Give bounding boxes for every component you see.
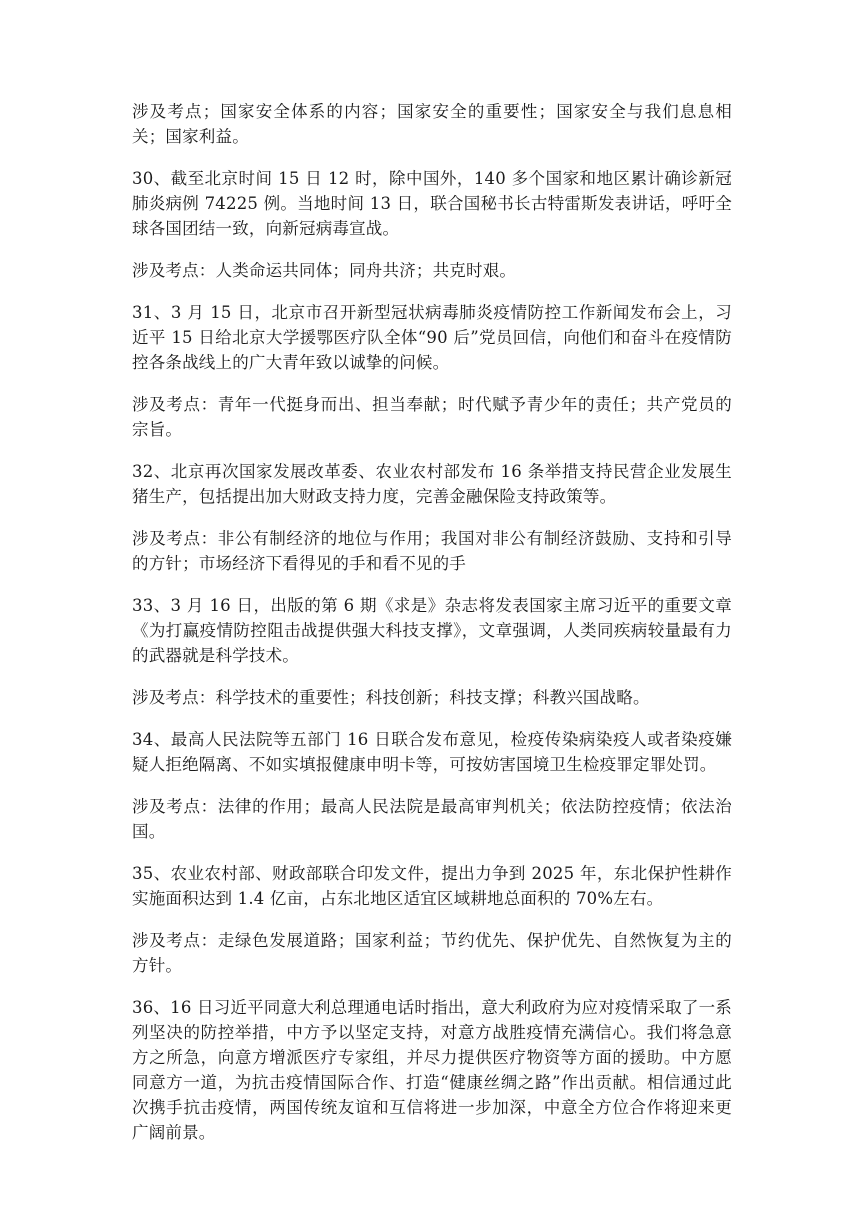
paragraph-topics-33: 涉及考点：科学技术的重要性；科技创新；科技支撑；科教兴国战略。 [132, 688, 650, 707]
paragraph-item-32: 32、北京再次国家发展改革委、农业农村部发布 16 条举措支持民营企业发展生猪生产，包括提出加大财政支持力度，完善金融保险支持政策等。 [132, 462, 732, 506]
paragraph-item-30: 30、截至北京时间 15 日 12 时，除中国外，140 多个国家和地区累计确诊新冠肺炎病例 74225 例。当地时间 13 日，联合国秘书长古特雷斯发表讲话，呼吁全球各国团结一致，向新冠病毒宣战。 [132, 169, 732, 238]
paragraph-topics-34: 涉及考点：法律的作用；最高人民法院是最高审判机关；依法防控疫情；依法治国。 [132, 797, 732, 841]
paragraph-item-35: 35、农业农村部、财政部联合印发文件，提出力争到 2025 年，东北保护性耕作实施面积达到 1.4 亿亩，占东北地区适宜区域耕地总面积的 70%左右。 [132, 864, 732, 908]
paragraph-topics-national-security: 涉及考点；国家安全体系的内容；国家安全的重要性；国家安全与我们息息相关；国家利益。 [132, 102, 732, 146]
document-body [132, 99, 732, 1162]
paragraph-topics-32: 涉及考点：非公有制经济的地位与作用；我国对非公有制经济鼓励、支持和引导的方针；市场经济下看得见的手和看不见的手 [132, 529, 732, 573]
paragraph-topics-35: 涉及考点：走绿色发展道路；国家利益；节约优先、保护优先、自然恢复为主的方针。 [132, 931, 732, 975]
paragraph-item-36: 36、16 日习近平同意大利总理通电话时指出，意大利政府为应对疫情采取了一系列坚决的防控举措，中方予以坚定支持，对意方战胜疫情充满信心。我们将急意方之所急，向意方增派医疗专家组，并尽力提供医疗物资等方面的援助。中方愿同意方一道，为抗击疫情国际合作、打造“健康丝绸之路”作出贡献。相信通过此次携手抗击疫情，两国传统友谊和互信将进一步加深，中意全方位合作将迎来更广阔前景。 [132, 998, 732, 1142]
paragraph-topics-30: 涉及考点：人类命运共同体；同舟共济；共克时艰。 [132, 261, 517, 280]
paragraph-item-33: 33、3 月 16 日，出版的第 6 期《求是》杂志将发表国家主席习近平的重要文章《为打赢疫情防控阻击战提供强大科技支撑》，文章强调，人类同疾病较量最有力的武器就是科学技术。 [132, 596, 732, 665]
paragraph-item-31: 31、3 月 15 日，北京市召开新型冠状病毒肺炎疫情防控工作新闻发布会上，习近平 15 日给北京大学援鄂医疗队全体“90 后”党员回信，向他们和奋斗在疫情防控各条战线上的广大青年致以诚挚的问候。 [132, 303, 732, 372]
paragraph-item-34: 34、最高人民法院等五部门 16 日联合发布意见，检疫传染病染疫人或者染疫嫌疑人拒绝隔离、不如实填报健康申明卡等，可按妨害国境卫生检疫罪定罪处罚。 [132, 730, 732, 774]
paragraph-topics-31: 涉及考点：青年一代挺身而出、担当奉献；时代赋予青少年的责任；共产党员的宗旨。 [132, 395, 732, 439]
